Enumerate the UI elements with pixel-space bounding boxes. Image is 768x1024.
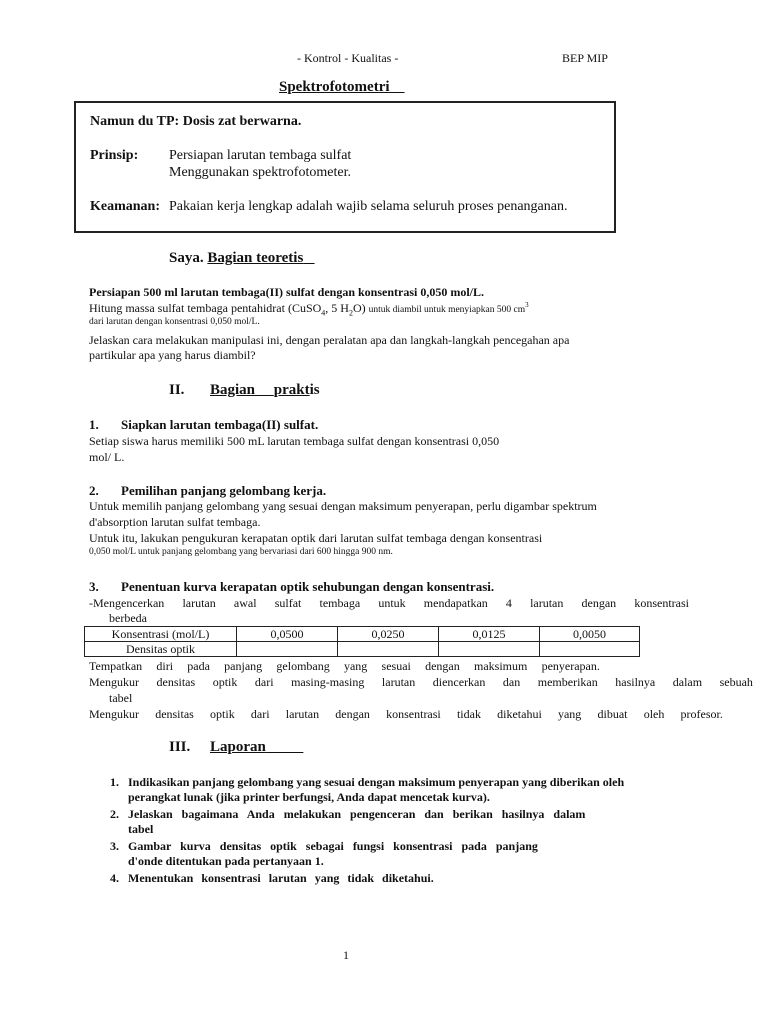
item-2-line-3: Untuk itu, lakukan pengukuran kerapatan optik dari larutan sulfat tembaga dengan konsentrasi — [89, 531, 543, 545]
after-table-line-2: Mengukur densitas optik dari masing-masing larutan diencerkan dan memberikan hasilnya dalam sebuah — [89, 675, 753, 689]
prinsip-line-1: Persiapan larutan tembaga sulfat — [169, 148, 352, 163]
table-cell: 0,0500 — [237, 627, 338, 642]
keamanan-text: Pakaian kerja lengkap adalah wajib selama seluruh proses penanganan. — [169, 199, 568, 214]
prinsip-label: Prinsip: — [90, 148, 139, 163]
item-1-line-1: Setiap siswa harus memiliki 500 mL larutan tembaga sulfat dengan konsentrasi 0,050 — [89, 434, 500, 448]
after-table-line-1: Tempatkan diri pada panjang gelombang yang sesuai dengan maksimum penyerapan. — [89, 659, 600, 673]
item-3-title: Penentuan kurva kerapatan optik sehubungan dengan konsentrasi. — [121, 579, 495, 594]
table-cell: 0,0125 — [439, 627, 540, 642]
item-3-line-1: -Mengencerkan larutan awal sulfat tembaga untuk mendapatkan 4 larutan dengan konsentrasi — [89, 596, 689, 610]
report-list — [110, 775, 690, 888]
prinsip-line-2: Menggunakan spektrofotometer. — [169, 165, 351, 180]
item-1-line-2: mol/ L. — [89, 450, 125, 464]
section-1-bold-line: Persiapan 500 ml larutan tembaga(II) sulfat dengan konsentrasi 0,050 mol/L. — [89, 285, 485, 299]
item-3-line-1b: berbeda — [109, 611, 147, 625]
table-cell: 0,0050 — [540, 627, 640, 642]
table-cell — [237, 642, 338, 657]
list-item: 2. Jelaskan bagaimana Anda melakukan pengenceran dan berikan hasilnya dalam tabel — [110, 807, 586, 836]
table-cell — [439, 642, 540, 657]
header-right: BEP MIP — [562, 51, 608, 65]
table-row — [85, 642, 640, 657]
list-item: 1. Indikasikan panjang gelombang yang sesuai dengan maksimum penyerapan yang diberikan oleh perangkat lunak (jika printer berfungsi, Anda dapat mencetak kurva). — [110, 775, 625, 804]
header-left: - Kontrol - Kualitas - — [297, 51, 399, 65]
item-1-num: 1. — [89, 417, 99, 432]
after-table-line-2b: tabel — [109, 691, 133, 705]
page-number: 1 — [343, 948, 349, 962]
section-1-heading: Saya. Bagian teoretis — [169, 250, 304, 266]
after-table-line-3: Mengukur densitas optik dari larutan dengan konsentrasi tidak diketahui yang dibuat oleh profesor. — [89, 707, 723, 721]
item-2-title: Pemilihan panjang gelombang kerja. — [121, 483, 327, 498]
table-row — [85, 627, 640, 642]
section-2-heading: Bagian praktis — [210, 382, 320, 398]
item-2-line-2: d'absorption larutan sulfat tembaga. — [89, 515, 261, 529]
table-cell: Konsentrasi (mol/L) — [85, 627, 237, 642]
section-1-calc-line: Hitung massa sulfat tembaga pentahidrat (CuSO$_4$, 5 $H_2O$) untuk diambil untuk menyiapkan 500 $cm^3$ — [89, 301, 529, 318]
section-2-roman: II. — [169, 382, 185, 398]
section-1-calc-line-2: dari larutan dengan konsentrasi 0,050 mol/L. — [89, 317, 260, 327]
table-cell: 0,0250 — [338, 627, 439, 642]
section-3-heading: Laporan — [210, 739, 266, 755]
list-item: 4. Menentukan konsentrasi larutan yang tidak diketahui. — [110, 871, 434, 885]
box-name-line: Namun du TP: Dosis zat berwarna. — [90, 114, 302, 129]
page-title: Spektrofotometri — [279, 79, 390, 95]
concentration-table — [84, 626, 640, 657]
table-cell — [338, 642, 439, 657]
item-2-line-1: Untuk memilih panjang gelombang yang sesuai dengan maksimum penyerapan, perlu digambar spektrum — [89, 499, 597, 513]
item-2-line-4: 0,050 mol/L untuk panjang gelombang yang bervariasi dari 600 hingga 900 nm. — [89, 547, 393, 557]
keamanan-label: Keamanan: — [90, 199, 160, 214]
list-item: 3. Gambar kurva densitas optik sebagai fungsi konsentrasi pada panjang d'onde ditentukan pada pertanyaan 1. — [110, 839, 538, 868]
table-cell: Densitas optik — [85, 642, 237, 657]
item-1-title: Siapkan larutan tembaga(II) sulfat. — [121, 417, 319, 432]
section-3-roman: III. — [169, 739, 191, 755]
section-1-explain-2: partikular apa yang harus diambil? — [89, 348, 256, 362]
item-3-num: 3. — [89, 579, 99, 594]
table-cell — [540, 642, 640, 657]
item-2-num: 2. — [89, 483, 99, 498]
section-1-explain-1: Jelaskan cara melakukan manipulasi ini, dengan peralatan apa dan langkah-langkah pencegahan apa — [89, 333, 570, 347]
